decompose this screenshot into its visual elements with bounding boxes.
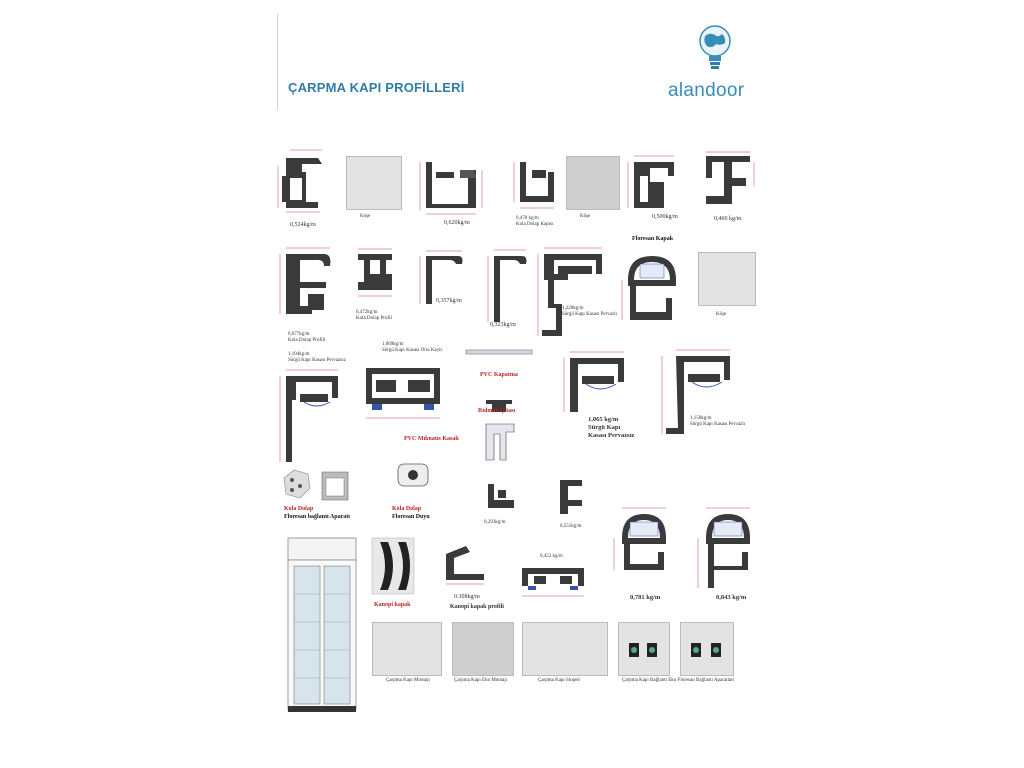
profile-name: Sürgü Kapı Kasası Pervazlı [562,312,618,317]
profile-drawing [656,346,756,446]
profile-7 [698,150,760,230]
profile-name: Kanopi kapak profili [450,604,504,610]
profile-drawing [548,474,598,520]
profile-8 [278,244,346,366]
profile-weight: 0,781 kg/m [630,594,661,601]
profile-drawing [604,504,678,590]
profile-26 [680,504,760,604]
profile-12 [532,244,618,344]
profile-28 [436,540,520,616]
profile-15 [276,366,346,466]
profile-23 [476,478,524,534]
corner-photo-1 [346,156,402,210]
profile-weight: 0,472kg/m [356,310,378,315]
profile-drawing [276,366,346,466]
profile-13 [618,250,688,330]
profile-name: Floresan Kapak [632,236,674,242]
profile-weight: 0,551kg/m [560,524,582,529]
profile-drawing [532,244,612,344]
profile-drawing [268,146,330,230]
profile-weight: 0,323kg/m [490,322,516,328]
connector-image [681,623,733,675]
profile-25 [604,504,678,604]
profile-1 [268,146,330,230]
profile-drawing [472,390,528,420]
profile-11 [484,246,532,332]
profile-drawing [624,152,686,216]
profile-weight: 1,220kg/m [562,306,584,311]
profile-drawing [360,360,446,430]
profile-17 [464,346,534,386]
profile-18 [472,390,528,470]
page-title: ÇARPMA KAPI PROFİLLERİ [288,80,465,95]
profile-29 [516,552,590,602]
logo-wordmark: alandoor [668,80,745,101]
profile-4 [508,156,558,234]
item-name-2: Floresan bağlantı Aparatı [284,514,350,520]
corner-label-3: Köşe [716,312,727,317]
profile-drawing [508,156,558,216]
connector-photo-2 [680,622,734,676]
profile-name: Sürgü Kapı Kasası Orta Kayıt [382,348,442,353]
profile-drawing-2 [472,420,528,464]
profile-weight: 0,524kg/m [290,222,316,228]
profile-3 [414,148,494,228]
profile-weight: 0,357kg/m [436,298,462,304]
corner-photo-3 [698,252,756,306]
corner-label-1: Köşe [360,214,371,219]
profile-name: Sürgü Kapı Kasası Pervazlı [690,422,746,427]
profile-weight: 1,150kg/m [690,416,712,421]
assembly-photo-2 [452,622,514,676]
profile-drawing [414,148,494,228]
profile-drawing [436,540,520,588]
lightbulb-globe-icon [698,24,732,74]
connector-photo-1 [618,622,670,676]
profile-weight: 0,470 kg/m [516,216,539,221]
profile-20 [656,346,756,446]
corner-label-2: Köşe [580,214,591,219]
photo-caption-4: Çarpma Kapı Bağlantı Eko Floresan Bağlantı Aparatları [622,678,735,683]
kanopi-cover [368,536,418,614]
profile-10 [414,248,470,314]
profile-weight: 0,500kg/m [652,214,678,220]
profile-name: Kola Dolap Kapısı [516,222,554,227]
profile-weight: 0,677kg/m [288,332,310,337]
profile-weight: 1,069kg/m [382,342,404,347]
connector-image [619,623,669,675]
profile-name-2: Sürgü Kapı Kasası Pervazsız [288,358,346,363]
assembly-photo-1 [372,622,442,676]
profile-drawing [278,244,342,324]
profile-drawing [352,246,400,304]
item-name-1: Kola Dolap [392,506,422,512]
stopper-photo [522,622,608,676]
profile-name-1: Sürgü Kapı [588,424,621,431]
display-fridge-image [286,536,358,714]
corner-photo-2 [566,156,620,210]
profile-name: Kola Dolap Profil [356,316,392,321]
profile-16 [360,340,459,446]
profile-weight: 0,460 kg/m [714,216,742,222]
profile-weight: 0,293kg/m [484,520,506,525]
fridge-photo [286,536,358,714]
profile-name-2: Kasası Pervazsız [588,432,635,439]
photo-caption-2: Çarpma Kapı Eko Montajı [454,678,508,683]
item-name-1: Kola Dolap [284,506,314,512]
socket-photo [388,458,448,502]
photo-caption-1: Çarpma Kapı Montajı [386,678,430,683]
profile-name: PVC Kapatma [480,372,518,378]
profile-drawing [464,346,534,366]
profile-note: PVC Mıknatıs Kasalı [404,436,459,442]
kanopi-photo [368,536,418,598]
brand-logo [668,24,768,104]
profile-weight: 0,452 kg/m [540,554,563,559]
profile-name: Kola Dolap Profili [288,338,326,343]
connector-bracket [278,466,362,528]
profile-weight: 0,620kg/m [444,220,470,226]
floresan-socket [388,458,448,526]
item-name-2: Floresan Duyu [392,514,430,520]
profile-drawing [484,246,532,326]
profile-weight: 0.308kg/m [454,594,480,600]
photo-caption-3: Çarpma Kapı Stoperi [538,678,581,683]
profile-drawing [516,562,590,600]
profile-drawing [698,150,760,212]
profile-24 [548,474,598,536]
profile-drawing [476,478,524,518]
profile-weight-2: 1,104kg/m [288,352,310,357]
bracket-photo [278,466,362,506]
profile-9 [352,246,400,324]
profile-weight: 0,843 kg/m [716,594,747,601]
header-divider [277,14,278,110]
profile-weight: 1,065 kg/m [588,416,619,423]
profile-19 [560,348,636,472]
profile-drawing [560,348,636,418]
profile-drawing [618,250,688,330]
item-name: Kanopi kapak [374,602,411,608]
profile-name: Rulman Çıtası [478,408,516,414]
profile-drawing [680,504,760,594]
profile-6 [624,152,686,246]
